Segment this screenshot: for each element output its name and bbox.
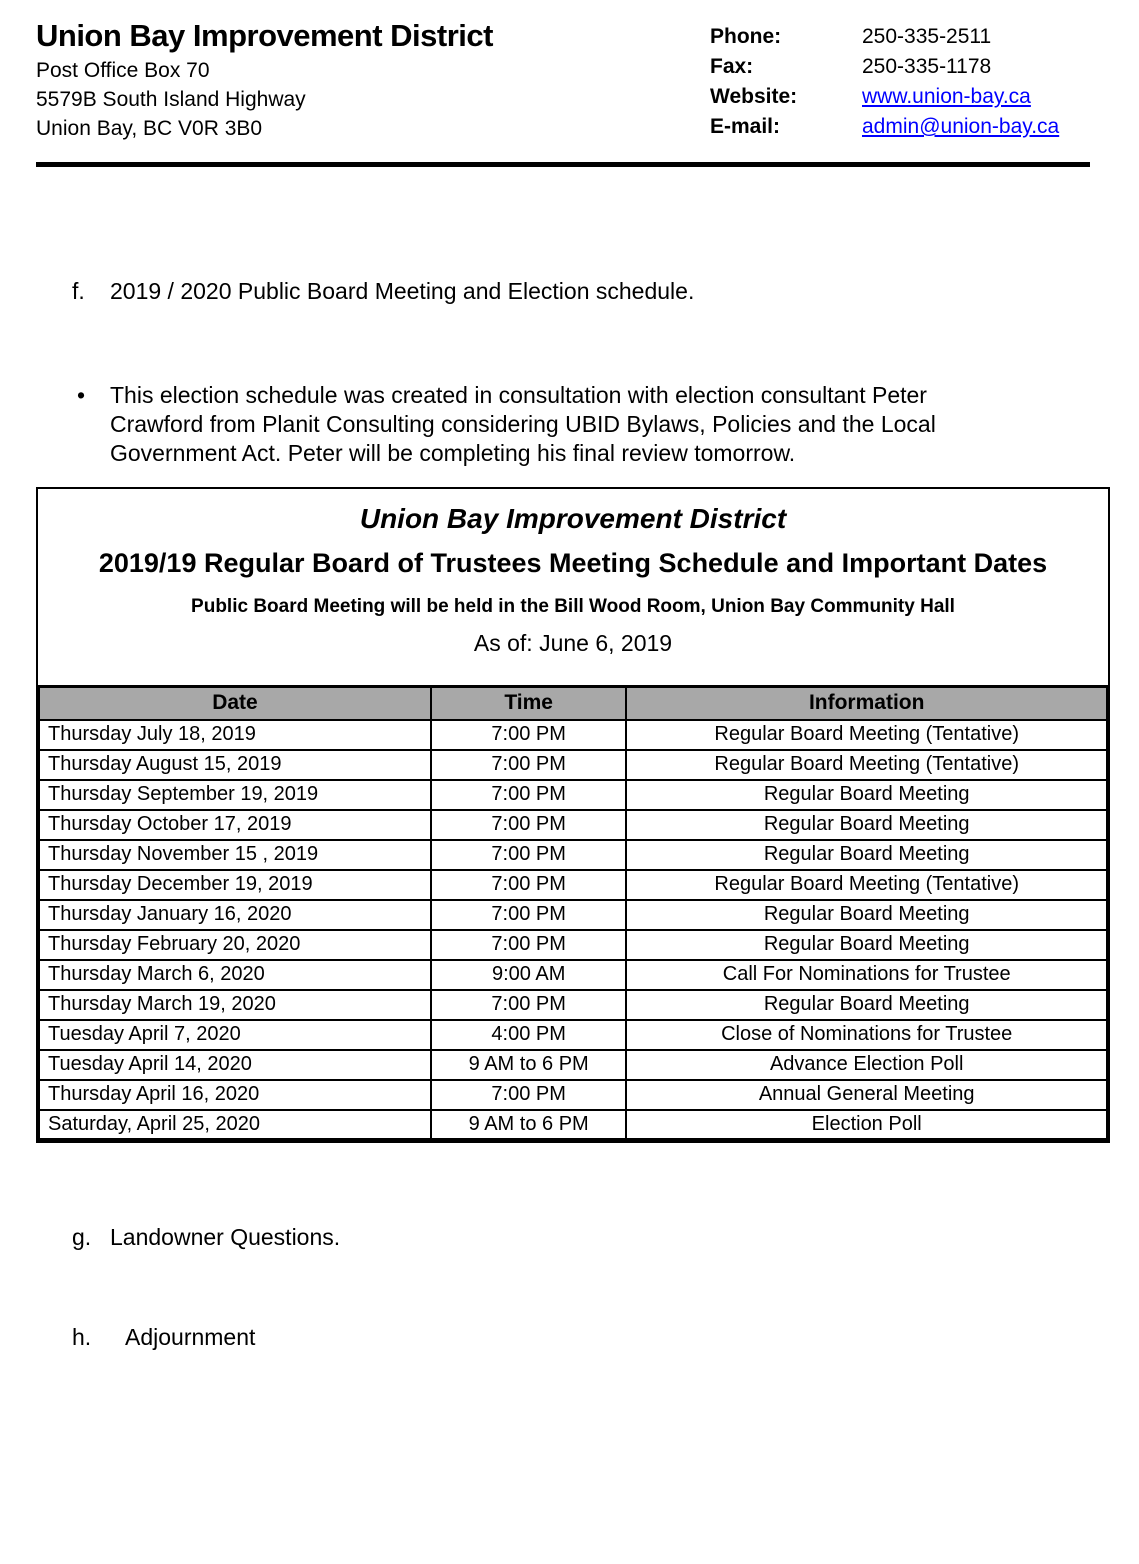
agenda-item-g-marker: g. [72,1224,92,1250]
bullet-line-3: Government Act. Peter will be completing his final review tomorrow. [110,440,796,466]
cell-date: Thursday August 15, 2019 [39,750,431,780]
fax-label: Fax: [710,55,754,78]
agenda-bullet-text [110,381,936,468]
agenda-item-f [72,277,1103,305]
table-header-row [39,687,1107,720]
cell-date: Thursday February 20, 2020 [39,930,431,960]
address-line-1: Post Office Box 70 [36,59,210,82]
table-header-date: Date [39,687,431,720]
address-line-2: 5579B South Island Highway [36,88,306,111]
cell-information: Close of Nominations for Trustee [626,1020,1107,1050]
cell-time: 7:00 PM [431,720,626,750]
cell-time: 9 AM to 6 PM [431,1050,626,1080]
table-row [39,780,1107,810]
address-line-3: Union Bay, BC V0R 3B0 [36,117,263,140]
cell-information: Regular Board Meeting [626,780,1107,810]
letterhead-address-block [36,16,710,143]
cell-information: Advance Election Poll [626,1050,1107,1080]
table-header-information: Information [626,687,1107,720]
cell-date: Thursday October 17, 2019 [39,810,431,840]
cell-date: Tuesday April 14, 2020 [39,1050,431,1080]
letterhead-contact-block [710,16,1103,143]
agenda-item-f-marker: f. [72,278,85,304]
cell-time: 9 AM to 6 PM [431,1110,626,1140]
cell-time: 9:00 AM [431,960,626,990]
table-row [39,720,1107,750]
cell-date: Thursday January 16, 2020 [39,900,431,930]
cell-date: Thursday March 19, 2020 [39,990,431,1020]
schedule-location-note: Public Board Meeting will be held in the Bill Wood Room, Union Bay Community Hall [191,596,955,617]
fax-value: 250-335-1178 [862,55,992,78]
schedule-table [38,685,1108,1141]
cell-information: Regular Board Meeting [626,990,1107,1020]
table-row [39,1020,1107,1050]
schedule-box-titles [38,489,1108,685]
cell-time: 7:00 PM [431,750,626,780]
cell-information: Regular Board Meeting [626,810,1107,840]
website-link[interactable]: www.union-bay.ca [862,85,1031,108]
table-row [39,1050,1107,1080]
cell-time: 7:00 PM [431,900,626,930]
phone-label: Phone: [710,25,782,48]
table-row [39,900,1107,930]
agenda-bullet-item [77,381,1103,468]
cell-date: Thursday July 18, 2019 [39,720,431,750]
cell-information: Regular Board Meeting (Tentative) [626,720,1107,750]
bullet-line-1: This election schedule was created in consultation with election consultant Peter [110,382,927,408]
cell-date: Thursday September 19, 2019 [39,780,431,810]
cell-information: Regular Board Meeting [626,900,1107,930]
email-link[interactable]: admin@union-bay.ca [862,115,1060,138]
cell-time: 7:00 PM [431,810,626,840]
table-row [39,960,1107,990]
schedule-as-of-date: As of: June 6, 2019 [473,630,673,656]
table-row [39,990,1107,1020]
agenda-item-h-marker: h. [72,1324,92,1350]
table-row [39,1080,1107,1110]
cell-date: Tuesday April 7, 2020 [39,1020,431,1050]
table-row [39,1110,1107,1140]
schedule-subtitle: 2019/19 Regular Board of Trustees Meeting Schedule and Important Dates [98,548,1048,578]
schedule-table-body [39,720,1107,1140]
cell-information: Regular Board Meeting [626,930,1107,960]
table-row [39,810,1107,840]
cell-date: Thursday December 19, 2019 [39,870,431,900]
cell-time: 7:00 PM [431,990,626,1020]
phone-value: 250-335-2511 [862,25,992,48]
cell-time: 7:00 PM [431,840,626,870]
table-row [39,750,1107,780]
cell-information: Regular Board Meeting (Tentative) [626,750,1107,780]
bullet-line-2: Crawford from Planit Consulting considering UBID Bylaws, Policies and the Local [110,411,936,437]
cell-time: 7:00 PM [431,780,626,810]
agenda-item-h-text: Adjournment [125,1324,256,1350]
cell-date: Thursday March 6, 2020 [39,960,431,990]
organization-name: Union Bay Improvement District [36,18,493,53]
cell-time: 7:00 PM [431,1080,626,1110]
cell-information: Regular Board Meeting (Tentative) [626,870,1107,900]
email-label: E-mail: [710,115,781,138]
agenda-item-g [72,1223,1103,1251]
table-row [39,870,1107,900]
cell-information: Election Poll [626,1110,1107,1140]
schedule-table-head [39,687,1107,720]
schedule-box [36,487,1110,1143]
letterhead-divider-rule [36,162,1090,167]
cell-time: 4:00 PM [431,1020,626,1050]
table-row [39,930,1107,960]
cell-time: 7:00 PM [431,930,626,960]
agenda-item-g-text: Landowner Questions. [110,1224,341,1250]
table-header-time: Time [431,687,626,720]
letterhead [0,0,1139,143]
agenda-item-h [72,1323,1103,1351]
website-label: Website: [710,85,798,108]
bullet-icon: • [77,382,86,408]
agenda-item-f-text: 2019 / 2020 Public Board Meeting and Election schedule. [110,278,695,304]
cell-information: Annual General Meeting [626,1080,1107,1110]
cell-time: 7:00 PM [431,870,626,900]
table-row [39,840,1107,870]
cell-date: Thursday November 15 , 2019 [39,840,431,870]
schedule-title: Union Bay Improvement District [359,503,787,534]
cell-information: Regular Board Meeting [626,840,1107,870]
cell-information: Call For Nominations for Trustee [626,960,1107,990]
cell-date: Thursday April 16, 2020 [39,1080,431,1110]
cell-date: Saturday, April 25, 2020 [39,1110,431,1140]
